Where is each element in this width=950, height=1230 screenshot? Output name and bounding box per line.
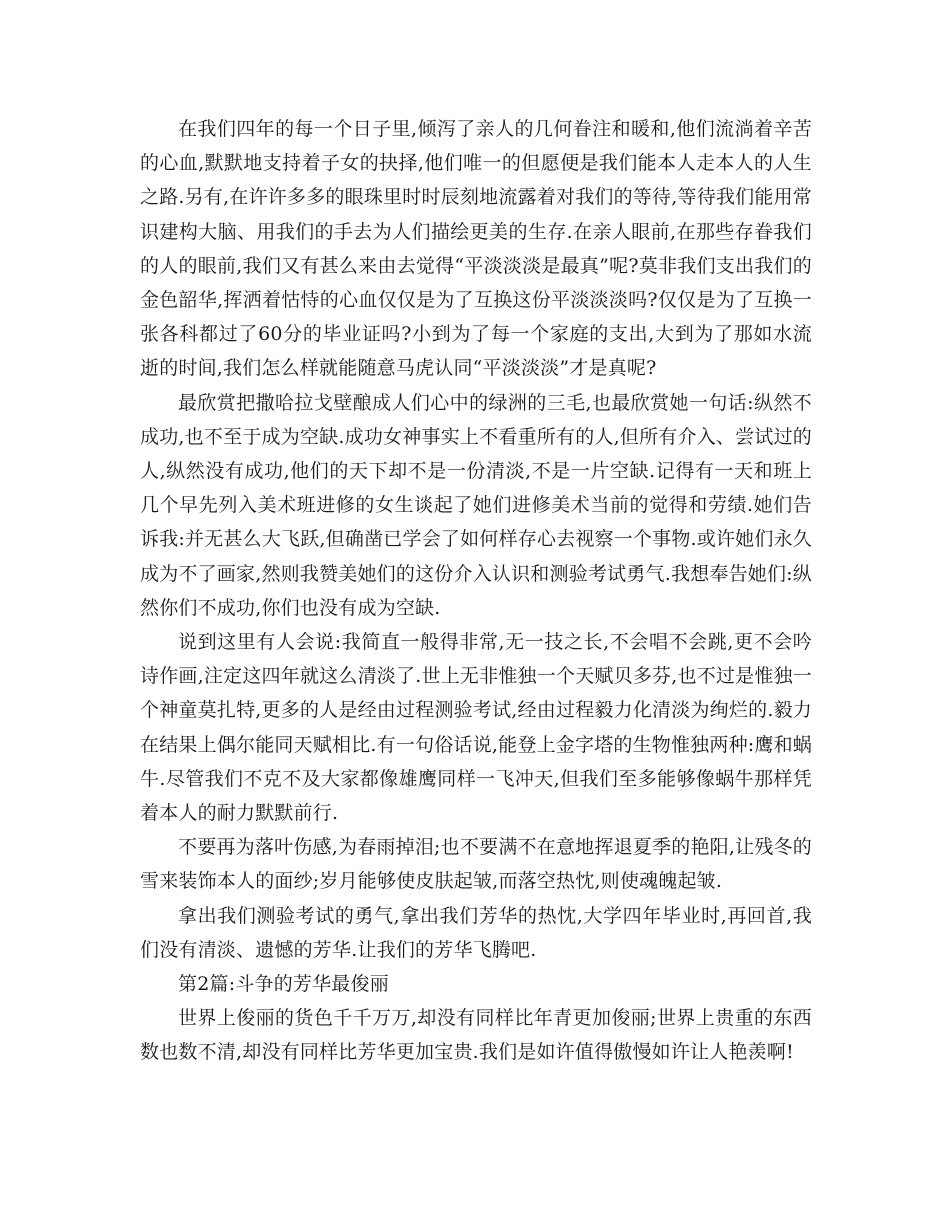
paragraph-1: 在我们四年的每一个日子里,倾泻了亲人的几何眷注和暖和,他们流淌着辛苦的心血,默默地支持着子女的抉择,他们唯一的但愿便是我们能本人走本人的人生之路.另有,在许许多多的眼珠里时时辰刻地流露着对我们的等待,等待我们能用常识建构大脑、用我们的手去为人们描绘更美的生存.在亲人眼前,在那些存眷我们的人的眼前,我们又有甚么来由去觉得“平淡淡淡是最真”呢?莫非我们支出我们的金色韶华,挥洒着怙恃的心血仅仅是为了互换这份平淡淡淡吗?仅仅是为了互换一张各科都过了60分的毕业证吗?小到为了每一个家庭的支出,大到为了那如水流逝的时间,我们怎么样就能随意马虎认同“平淡淡淡”才是真呢? xyxy=(140,118,812,380)
paragraph-3: 说到这里有人会说:我简直一般得非常,无一技之长,不会唱不会跳,更不会吟诗作画,注定这四年就这么清淡了.世上无非惟独一个天赋贝多芬,也不过是惟独一个神童莫扎特,更多的人是经由过程测验考试,经由过程毅力化清淡为绚烂的.毅力在结果上偶尔能同天赋相比.有一句俗话说,能登上金字塔的生物惟独两种:鹰和蜗牛.尽管我们不克不及大家都像雄鹰同样一飞冲天,但我们至多能够像蜗牛那样凭着本人的耐力默默前行. xyxy=(140,631,812,825)
paragraph-5: 拿出我们测验考试的勇气,拿出我们芳华的热忱,大学四年毕业时,再回首,我们没有清淡、遗憾的芳华.让我们的芳华飞腾吧. xyxy=(140,904,812,961)
paragraph-4: 不要再为落叶伤感,为春雨掉泪;也不要满不在意地挥退夏季的艳阳,让残冬的雪来装饰本人的面纱;岁月能够使皮肤起皱,而落空热忱,则使魂魄起皱. xyxy=(140,836,812,893)
paragraph-2: 最欣赏把撒哈拉戈壁酿成人们心中的绿洲的三毛,也最欣赏她一句话:纵然不成功,也不至于成为空缺.成功女神事实上不看重所有的人,但所有介入、尝试过的人,纵然没有成功,他们的天下却不是一份清淡,不是一片空缺.记得有一天和班上几个早先列入美术班进修的女生谈起了她们进修美术当前的觉得和劳绩.她们告诉我:并无甚么大飞跃,但确凿已学会了如何样存心去视察一个事物.或许她们永久成为不了画家,然则我赞美她们的这份介入认识和测验考试勇气.我想奉告她们:纵然你们不成功,你们也没有成为空缺. xyxy=(140,391,812,619)
paragraph-6: 世界上俊丽的货色千千万万,却没有同样比年青更加俊丽;世界上贵重的东西数也数不清,却没有同样比芳华更加宝贵.我们是如许值得傲慢如许让人艳羡啊! xyxy=(140,1007,812,1064)
document-body xyxy=(140,112,812,1070)
section-heading: 第2篇:斗争的芳华最俊丽 xyxy=(178,973,389,996)
